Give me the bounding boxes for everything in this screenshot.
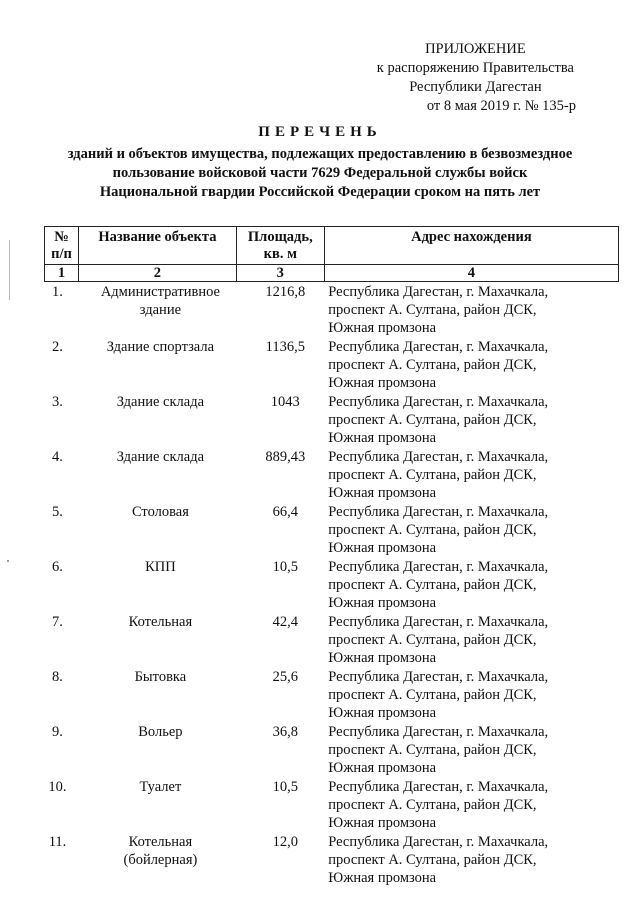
object-area: 10,5 bbox=[272, 779, 298, 795]
object-name bbox=[78, 667, 236, 722]
row-number: 11. bbox=[48, 834, 67, 850]
table-row bbox=[45, 557, 619, 612]
table-body bbox=[45, 282, 619, 888]
address-line: проспект А. Султана, район ДСК, bbox=[328, 687, 537, 703]
address-line: проспект А. Султана, район ДСК, bbox=[328, 797, 537, 813]
object-area: 1216,8 bbox=[265, 284, 306, 300]
header-number-line2: п/п bbox=[51, 246, 72, 262]
table-row bbox=[45, 282, 619, 338]
object-name-line: Здание склада bbox=[116, 449, 205, 465]
row-number: 9. bbox=[52, 724, 63, 740]
object-name-line: Здание спортзала bbox=[106, 339, 215, 355]
row-number: 3. bbox=[52, 394, 63, 410]
address-line: Республика Дагестан, г. Махачкала, bbox=[328, 834, 549, 850]
subtitle-line: зданий и объектов имущества, подлежащих предоставлению в безвозмездное bbox=[67, 146, 573, 162]
object-name bbox=[78, 337, 236, 392]
object-name bbox=[78, 282, 236, 338]
object-area: 889,43 bbox=[265, 449, 306, 465]
address-line: Республика Дагестан, г. Махачкала, bbox=[328, 504, 549, 520]
column-number: 3 bbox=[236, 265, 324, 282]
appendix-block bbox=[377, 40, 574, 116]
property-table bbox=[44, 226, 619, 887]
object-address bbox=[324, 832, 618, 887]
object-name-line: Столовая bbox=[131, 504, 189, 520]
object-name bbox=[78, 502, 236, 557]
address-line: Республика Дагестан, г. Махачкала, bbox=[328, 394, 549, 410]
object-name bbox=[78, 832, 236, 887]
object-address bbox=[324, 282, 618, 338]
object-name bbox=[78, 557, 236, 612]
object-name-line: Котельная bbox=[128, 834, 193, 850]
object-name bbox=[78, 392, 236, 447]
address-line: Южная промзона bbox=[328, 870, 437, 886]
object-name-line: (бойлерная) bbox=[123, 852, 198, 868]
header-number-line1: № bbox=[54, 229, 69, 245]
scan-artifact bbox=[9, 240, 10, 300]
object-area: 42,4 bbox=[272, 614, 298, 630]
object-name bbox=[78, 447, 236, 502]
object-name bbox=[78, 722, 236, 777]
column-number: 2 bbox=[78, 265, 236, 282]
subtitle-line: Национальной гвардии Российской Федерации сроком на пять лет bbox=[99, 184, 541, 200]
object-address bbox=[324, 777, 618, 832]
address-line: Южная промзона bbox=[328, 650, 437, 666]
column-number-row bbox=[45, 265, 619, 282]
table-row bbox=[45, 392, 619, 447]
address-line: проспект А. Султана, район ДСК, bbox=[328, 852, 537, 868]
address-line: Республика Дагестан, г. Махачкала, bbox=[328, 339, 549, 355]
address-line: проспект А. Султана, район ДСК, bbox=[328, 577, 537, 593]
table-header-row bbox=[45, 227, 619, 265]
object-area: 1136,5 bbox=[265, 339, 305, 355]
address-line: проспект А. Султана, район ДСК, bbox=[328, 522, 537, 538]
address-line: проспект А. Султана, район ДСК, bbox=[328, 467, 537, 483]
address-line: Республика Дагестан, г. Махачкала, bbox=[328, 614, 549, 630]
row-number: 1. bbox=[52, 284, 63, 300]
document-title: ПЕРЕЧЕНЬ bbox=[258, 124, 382, 140]
object-name-line: Котельная bbox=[128, 614, 193, 630]
address-line: Республика Дагестан, г. Махачкала, bbox=[328, 284, 549, 300]
address-line: проспект А. Султана, район ДСК, bbox=[328, 412, 537, 428]
row-number: 4. bbox=[52, 449, 63, 465]
object-address bbox=[324, 502, 618, 557]
address-line: Республика Дагестан, г. Махачкала, bbox=[328, 669, 549, 685]
object-name-line: Вольер bbox=[138, 724, 183, 740]
address-line: проспект А. Султана, район ДСК, bbox=[328, 632, 537, 648]
header-area bbox=[236, 227, 324, 265]
table-row bbox=[45, 832, 619, 887]
address-line: проспект А. Султана, район ДСК, bbox=[328, 302, 537, 318]
address-line: проспект А. Султана, район ДСК, bbox=[328, 357, 537, 373]
row-number: 7. bbox=[52, 614, 63, 630]
appendix-line: к распоряжению Правительства bbox=[376, 60, 574, 76]
object-area: 10,5 bbox=[272, 559, 298, 575]
object-area: 1043 bbox=[270, 394, 300, 410]
table-row bbox=[45, 612, 619, 667]
object-address bbox=[324, 612, 618, 667]
address-line: Южная промзона bbox=[328, 320, 437, 336]
object-address bbox=[324, 392, 618, 447]
object-address bbox=[324, 447, 618, 502]
object-area: 25,6 bbox=[272, 669, 298, 685]
address-line: Южная промзона bbox=[328, 540, 437, 556]
address-line: Южная промзона bbox=[328, 705, 437, 721]
object-address bbox=[324, 667, 618, 722]
address-line: Южная промзона bbox=[328, 595, 437, 611]
object-name bbox=[78, 777, 236, 832]
appendix-date: от 8 мая 2019 г. № 135-р bbox=[426, 98, 576, 114]
object-name-line: КПП bbox=[145, 559, 176, 575]
object-name-line: Бытовка bbox=[134, 669, 187, 685]
object-name-line: здание bbox=[139, 302, 182, 318]
object-area: 66,4 bbox=[272, 504, 298, 520]
address-line: Южная промзона bbox=[328, 760, 437, 776]
document-subtitle bbox=[40, 145, 600, 202]
appendix-line: Республики Дагестан bbox=[409, 79, 542, 95]
column-number: 1 bbox=[45, 265, 79, 282]
table-row bbox=[45, 337, 619, 392]
object-address bbox=[324, 557, 618, 612]
header-area-line2: кв. м bbox=[263, 246, 297, 262]
address-line: Республика Дагестан, г. Махачкала, bbox=[328, 724, 549, 740]
object-name-line: Туалет bbox=[139, 779, 182, 795]
object-area: 36,8 bbox=[272, 724, 298, 740]
address-line: Республика Дагестан, г. Махачкала, bbox=[328, 449, 549, 465]
row-number: 10. bbox=[48, 779, 67, 795]
appendix-heading: ПРИЛОЖЕНИЕ bbox=[425, 41, 526, 57]
object-name bbox=[78, 612, 236, 667]
object-address bbox=[324, 722, 618, 777]
header-address: Адрес нахождения bbox=[324, 227, 618, 265]
row-number: 6. bbox=[52, 559, 63, 575]
address-line: Южная промзона bbox=[328, 430, 437, 446]
address-line: Южная промзона bbox=[328, 375, 437, 391]
table-row bbox=[45, 502, 619, 557]
object-area: 12,0 bbox=[272, 834, 298, 850]
table-row bbox=[45, 722, 619, 777]
table-row bbox=[45, 447, 619, 502]
object-address bbox=[324, 337, 618, 392]
address-line: проспект А. Султана, район ДСК, bbox=[328, 742, 537, 758]
table-row bbox=[45, 777, 619, 832]
row-number: 2. bbox=[52, 339, 63, 355]
subtitle-line: пользование войсковой части 7629 Федеральной службы войск bbox=[112, 165, 528, 181]
row-number: 5. bbox=[52, 504, 63, 520]
header-name: Название объекта bbox=[78, 227, 236, 265]
scan-artifact bbox=[7, 560, 9, 562]
header-number bbox=[45, 227, 79, 265]
column-number: 4 bbox=[324, 265, 618, 282]
address-line: Южная промзона bbox=[328, 815, 437, 831]
address-line: Южная промзона bbox=[328, 485, 437, 501]
header-area-line1: Площадь, bbox=[247, 229, 313, 245]
address-line: Республика Дагестан, г. Махачкала, bbox=[328, 779, 549, 795]
row-number: 8. bbox=[52, 669, 63, 685]
address-line: Республика Дагестан, г. Махачкала, bbox=[328, 559, 549, 575]
object-name-line: Здание склада bbox=[116, 394, 205, 410]
object-name-line: Административное bbox=[100, 284, 220, 300]
table-row bbox=[45, 667, 619, 722]
